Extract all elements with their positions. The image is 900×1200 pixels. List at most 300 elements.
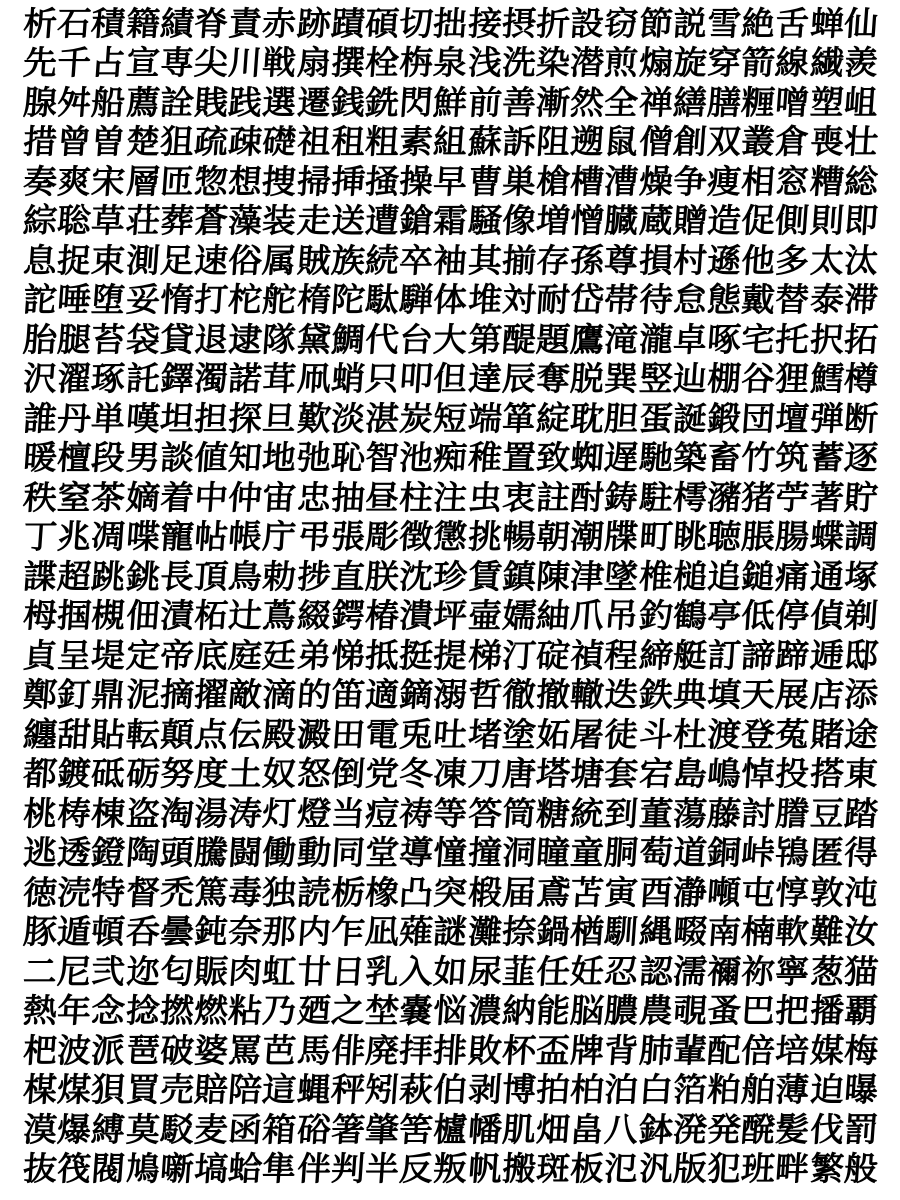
kanji-glyph: 繁 <box>808 1149 846 1189</box>
kanji-glyph: 袋 <box>124 319 161 359</box>
kanji-glyph: 総 <box>842 161 880 201</box>
kanji-glyph: 淘 <box>158 793 196 833</box>
kanji-glyph: 粕 <box>705 1070 743 1110</box>
kanji-glyph: 竪 <box>637 359 675 399</box>
kanji-glyph: 牌 <box>569 1030 606 1070</box>
kanji-glyph: 答 <box>466 793 503 833</box>
kanji-glyph: 争 <box>671 161 709 201</box>
kanji-glyph: 椿 <box>363 596 401 636</box>
kanji-glyph: 投 <box>774 754 811 794</box>
kanji-glyph: 扇 <box>295 43 332 83</box>
kanji-glyph: 諾 <box>227 359 264 399</box>
kanji-glyph: 乃 <box>261 991 298 1031</box>
kanji-glyph: 達 <box>466 359 503 399</box>
kanji-glyph: 迭 <box>603 675 640 715</box>
kanji-glyph: 帝 <box>158 635 196 675</box>
kanji-glyph: 村 <box>671 240 709 280</box>
kanji-glyph: 等 <box>432 793 469 833</box>
kanji-glyph: 倒 <box>329 754 367 794</box>
glyph-row <box>23 676 878 716</box>
kanji-glyph: 峠 <box>740 833 777 873</box>
kanji-glyph: 善 <box>500 82 538 122</box>
kanji-glyph: 詑 <box>21 280 59 320</box>
kanji-glyph: 稚 <box>466 438 503 478</box>
kanji-glyph: 匝 <box>158 161 196 201</box>
glyph-row <box>23 794 878 834</box>
kanji-glyph: 豆 <box>808 793 846 833</box>
kanji-glyph: 薦 <box>124 82 161 122</box>
kanji-glyph: 値 <box>192 438 230 478</box>
kanji-glyph: 舌 <box>774 3 811 43</box>
kanji-glyph: 納 <box>500 991 538 1031</box>
kanji-glyph: 縛 <box>90 1109 127 1149</box>
kanji-glyph: 奴 <box>261 754 298 794</box>
kanji-glyph: 潮 <box>569 517 606 557</box>
kanji-glyph: 痩 <box>705 161 743 201</box>
kanji-glyph: 碩 <box>363 3 401 43</box>
kanji-glyph: 楚 <box>124 122 161 162</box>
kanji-glyph: 辻 <box>227 596 264 636</box>
kanji-glyph: 帯 <box>603 280 640 320</box>
kanji-glyph: 塑 <box>808 82 846 122</box>
glyph-row <box>23 1150 878 1190</box>
kanji-glyph: 溌 <box>671 1109 709 1149</box>
kanji-glyph: 践 <box>227 82 264 122</box>
kanji-glyph: 寧 <box>774 951 811 991</box>
kanji-glyph: 霜 <box>432 201 469 241</box>
kanji-glyph: 毒 <box>227 872 264 912</box>
kanji-glyph: 操 <box>398 161 435 201</box>
kanji-glyph: 巽 <box>603 359 640 399</box>
kanji-glyph: 脱 <box>569 359 606 399</box>
kanji-glyph: 鍛 <box>705 398 743 438</box>
kanji-glyph: 着 <box>158 477 196 517</box>
kanji-glyph: 脊 <box>192 3 230 43</box>
kanji-glyph: 吐 <box>432 714 469 754</box>
kanji-glyph: 惣 <box>192 161 230 201</box>
kanji-glyph: 置 <box>500 438 538 478</box>
kanji-glyph: 逓 <box>808 635 846 675</box>
kanji-glyph: 特 <box>90 872 127 912</box>
kanji-glyph: 芭 <box>261 1030 298 1070</box>
kanji-glyph: 梼 <box>56 793 93 833</box>
kanji-glyph: 倍 <box>740 1030 777 1070</box>
kanji-glyph: 謄 <box>774 793 811 833</box>
kanji-glyph: 淡 <box>329 398 367 438</box>
kanji-glyph: 唾 <box>56 280 93 320</box>
kanji-glyph: 汎 <box>637 1149 675 1189</box>
kanji-glyph: 隊 <box>261 319 298 359</box>
glyph-row <box>23 755 878 795</box>
kanji-glyph: 盃 <box>534 1030 572 1070</box>
kanji-glyph: 畑 <box>534 1109 572 1149</box>
kanji-glyph: 滞 <box>842 280 880 320</box>
kanji-glyph: 播 <box>808 991 846 1031</box>
kanji-glyph: 牒 <box>603 517 640 557</box>
kanji-glyph: 摂 <box>500 3 538 43</box>
kanji-glyph: 反 <box>398 1149 435 1189</box>
kanji-glyph: 鳩 <box>124 1149 161 1189</box>
kanji-glyph: 胎 <box>21 319 59 359</box>
kanji-glyph: 煽 <box>637 43 675 83</box>
kanji-glyph: 鎮 <box>500 556 538 596</box>
kanji-glyph: 爽 <box>56 161 93 201</box>
kanji-glyph: 猪 <box>740 477 777 517</box>
kanji-glyph: 椴 <box>466 872 503 912</box>
kanji-glyph: 探 <box>227 398 264 438</box>
glyph-row <box>23 4 878 44</box>
kanji-glyph: 軟 <box>774 912 811 952</box>
kanji-glyph: 脳 <box>569 991 606 1031</box>
kanji-glyph: 配 <box>705 1030 743 1070</box>
kanji-glyph: 誕 <box>671 398 709 438</box>
kanji-glyph: 丁 <box>21 517 59 557</box>
kanji-glyph: 築 <box>671 438 709 478</box>
kanji-glyph: 挿 <box>329 161 367 201</box>
kanji-glyph: 杜 <box>671 714 709 754</box>
kanji-glyph: 曝 <box>842 1070 880 1110</box>
kanji-glyph: 祖 <box>295 122 332 162</box>
kanji-glyph: 闘 <box>227 833 264 873</box>
kanji-glyph: 著 <box>808 477 846 517</box>
kanji-glyph: 廷 <box>261 635 298 675</box>
kanji-glyph: 致 <box>534 438 572 478</box>
kanji-glyph: 逐 <box>842 438 880 478</box>
kanji-glyph: 帳 <box>227 517 264 557</box>
kanji-glyph: 川 <box>227 43 264 83</box>
kanji-glyph: 宣 <box>124 43 161 83</box>
kanji-glyph: 屯 <box>740 872 777 912</box>
kanji-glyph: 廼 <box>295 991 332 1031</box>
kanji-glyph: 塘 <box>569 754 606 794</box>
kanji-glyph: 那 <box>261 912 298 952</box>
kanji-glyph: 庁 <box>261 517 298 557</box>
kanji-glyph: 組 <box>432 122 469 162</box>
kanji-glyph: 妥 <box>124 280 161 320</box>
kanji-glyph: 藤 <box>705 793 743 833</box>
kanji-glyph: 禅 <box>637 82 675 122</box>
kanji-glyph: 馴 <box>603 912 640 952</box>
kanji-glyph: 柘 <box>192 596 230 636</box>
glyph-row <box>23 320 878 360</box>
kanji-glyph: 彫 <box>363 517 401 557</box>
kanji-glyph: 敗 <box>466 1030 503 1070</box>
kanji-glyph: 瀧 <box>637 319 675 359</box>
kanji-glyph: 漬 <box>158 596 196 636</box>
kanji-glyph: 日 <box>329 951 367 991</box>
glyph-row <box>23 913 878 953</box>
kanji-glyph: 乍 <box>329 912 367 952</box>
kanji-glyph: 退 <box>192 319 230 359</box>
kanji-glyph: 栓 <box>363 43 401 83</box>
kanji-glyph: 単 <box>90 398 127 438</box>
kanji-glyph: 紬 <box>534 596 572 636</box>
kanji-glyph: 像 <box>500 201 538 241</box>
kanji-glyph: 耐 <box>534 280 572 320</box>
kanji-glyph: 農 <box>637 991 675 1031</box>
kanji-glyph: 注 <box>432 477 469 517</box>
kanji-glyph: 罵 <box>227 1030 264 1070</box>
kanji-glyph: 登 <box>740 714 777 754</box>
kanji-glyph: 陶 <box>124 833 161 873</box>
kanji-glyph: 殿 <box>261 714 298 754</box>
kanji-glyph: 討 <box>740 793 777 833</box>
kanji-glyph: 剥 <box>466 1070 503 1110</box>
kanji-glyph: 梯 <box>466 635 503 675</box>
kanji-glyph: 徳 <box>21 872 59 912</box>
kanji-glyph: 邸 <box>842 635 880 675</box>
kanji-glyph: 凍 <box>432 754 469 794</box>
kanji-glyph: 珍 <box>432 556 469 596</box>
kanji-glyph: 砺 <box>124 754 161 794</box>
kanji-glyph: 底 <box>192 635 230 675</box>
kanji-glyph: 菟 <box>774 714 811 754</box>
kanji-glyph: 捗 <box>295 556 332 596</box>
kanji-glyph: 賑 <box>192 951 230 991</box>
kanji-glyph: 題 <box>534 319 572 359</box>
kanji-glyph: 続 <box>363 240 401 280</box>
kanji-glyph: 雪 <box>705 3 743 43</box>
kanji-glyph: 拍 <box>534 1070 572 1110</box>
kanji-glyph: 鄭 <box>21 675 59 715</box>
kanji-glyph: 蛤 <box>227 1149 264 1189</box>
kanji-glyph: 秤 <box>329 1070 367 1110</box>
kanji-glyph: 凋 <box>90 517 127 557</box>
kanji-glyph: 栂 <box>21 596 59 636</box>
kanji-glyph: 租 <box>329 122 367 162</box>
kanji-glyph: 凸 <box>398 872 435 912</box>
kanji-glyph: 繕 <box>671 82 709 122</box>
kanji-glyph: 拝 <box>398 1030 435 1070</box>
kanji-glyph: 槻 <box>90 596 127 636</box>
kanji-glyph: 南 <box>705 912 743 952</box>
kanji-glyph: 筑 <box>774 438 811 478</box>
kanji-glyph: 諜 <box>21 556 59 596</box>
kanji-glyph: 設 <box>569 3 606 43</box>
kanji-glyph: 努 <box>158 754 196 794</box>
kanji-glyph: 葱 <box>808 951 846 991</box>
kanji-glyph: 瀦 <box>705 477 743 517</box>
kanji-glyph: 韮 <box>500 951 538 991</box>
kanji-glyph: 棟 <box>90 793 127 833</box>
kanji-glyph: 噸 <box>705 872 743 912</box>
kanji-glyph: 智 <box>363 438 401 478</box>
kanji-glyph: 乳 <box>363 951 401 991</box>
kanji-glyph: 蔦 <box>261 596 298 636</box>
kanji-glyph: 膿 <box>603 991 640 1031</box>
kanji-specimen-grid <box>23 4 878 1189</box>
kanji-glyph: 覗 <box>671 991 709 1031</box>
kanji-glyph: 町 <box>637 517 675 557</box>
kanji-glyph: 直 <box>329 556 367 596</box>
kanji-glyph: 泊 <box>603 1070 640 1110</box>
kanji-glyph: 坦 <box>158 398 196 438</box>
kanji-glyph: 筒 <box>500 793 538 833</box>
kanji-glyph: 版 <box>671 1149 709 1189</box>
kanji-glyph: 糟 <box>808 161 846 201</box>
kanji-glyph: 桃 <box>21 793 59 833</box>
kanji-glyph: 疏 <box>192 122 230 162</box>
kanji-glyph: 接 <box>466 3 503 43</box>
kanji-glyph: 粗 <box>363 122 401 162</box>
kanji-glyph: 積 <box>90 3 127 43</box>
kanji-glyph: 祷 <box>398 793 435 833</box>
kanji-glyph: 石 <box>56 3 93 43</box>
kanji-glyph: 禎 <box>569 635 606 675</box>
kanji-glyph: 白 <box>637 1070 675 1110</box>
kanji-glyph: 宅 <box>740 319 777 359</box>
kanji-glyph: 鎚 <box>740 556 777 596</box>
kanji-glyph: 折 <box>534 3 572 43</box>
kanji-glyph: 切 <box>398 3 435 43</box>
kanji-glyph: 鍔 <box>329 596 367 636</box>
kanji-glyph: 幡 <box>466 1109 503 1149</box>
kanji-glyph: 董 <box>637 793 675 833</box>
kanji-glyph: 丹 <box>56 398 93 438</box>
kanji-glyph: 煎 <box>603 43 640 83</box>
kanji-glyph: 督 <box>124 872 161 912</box>
kanji-glyph: 宋 <box>90 161 127 201</box>
kanji-glyph: 陀 <box>329 280 367 320</box>
kanji-glyph: 偵 <box>808 596 846 636</box>
kanji-glyph: 泉 <box>432 43 469 83</box>
kanji-glyph: 素 <box>398 122 435 162</box>
kanji-glyph: 摘 <box>158 675 196 715</box>
kanji-glyph: 調 <box>842 517 880 557</box>
kanji-glyph: 漕 <box>603 161 640 201</box>
kanji-glyph: 賎 <box>192 82 230 122</box>
kanji-glyph: 届 <box>500 872 538 912</box>
kanji-glyph: 鋳 <box>603 477 640 517</box>
kanji-glyph: 綻 <box>534 398 572 438</box>
kanji-glyph: 得 <box>842 833 880 873</box>
kanji-glyph: 釘 <box>56 675 93 715</box>
kanji-glyph: 脹 <box>740 517 777 557</box>
kanji-glyph: 鍋 <box>534 912 572 952</box>
kanji-glyph: 艇 <box>671 635 709 675</box>
kanji-glyph: 絶 <box>740 3 777 43</box>
kanji-glyph: 大 <box>432 319 469 359</box>
kanji-glyph: 荘 <box>124 201 161 241</box>
kanji-glyph: 八 <box>603 1109 640 1149</box>
kanji-glyph: 側 <box>774 201 811 241</box>
kanji-glyph: 弟 <box>295 635 332 675</box>
kanji-glyph: 砥 <box>90 754 127 794</box>
kanji-glyph: 増 <box>534 201 572 241</box>
kanji-glyph: 畷 <box>671 912 709 952</box>
kanji-glyph: 銭 <box>329 82 367 122</box>
kanji-glyph: 打 <box>192 280 230 320</box>
kanji-glyph: 棚 <box>705 359 743 399</box>
kanji-glyph: 覇 <box>842 991 880 1031</box>
kanji-glyph: 度 <box>192 754 230 794</box>
kanji-glyph: 髪 <box>774 1109 811 1149</box>
kanji-glyph: 兎 <box>398 714 435 754</box>
kanji-glyph: 壮 <box>842 122 880 162</box>
kanji-glyph: 撤 <box>534 675 572 715</box>
kanji-glyph: 閃 <box>398 82 435 122</box>
kanji-glyph: 礎 <box>261 122 298 162</box>
kanji-glyph: 蓄 <box>808 438 846 478</box>
kanji-glyph: 奈 <box>227 912 264 952</box>
kanji-glyph: 這 <box>261 1070 298 1110</box>
kanji-glyph: 到 <box>603 793 640 833</box>
kanji-glyph: 糎 <box>740 82 777 122</box>
kanji-glyph: 腸 <box>774 517 811 557</box>
kanji-glyph: 柏 <box>569 1070 606 1110</box>
kanji-glyph: 爪 <box>569 596 606 636</box>
kanji-glyph: 埜 <box>363 991 401 1031</box>
kanji-glyph: 買 <box>124 1070 161 1110</box>
kanji-glyph: 苧 <box>774 477 811 517</box>
kanji-glyph: 狸 <box>774 359 811 399</box>
kanji-glyph: 狽 <box>90 1070 127 1110</box>
kanji-glyph: 創 <box>671 122 709 162</box>
kanji-glyph: 千 <box>56 43 93 83</box>
kanji-glyph: 曾 <box>56 122 93 162</box>
kanji-glyph: 凪 <box>363 912 401 952</box>
kanji-glyph: 梅 <box>842 1030 880 1070</box>
kanji-glyph: 胴 <box>603 833 640 873</box>
kanji-glyph: 挺 <box>398 635 435 675</box>
kanji-glyph: 藻 <box>227 201 264 241</box>
kanji-glyph: 適 <box>363 675 401 715</box>
kanji-glyph: 涛 <box>227 793 264 833</box>
kanji-glyph: 滝 <box>603 319 640 359</box>
kanji-glyph: 導 <box>398 833 435 873</box>
kanji-glyph: 能 <box>534 991 572 1031</box>
kanji-glyph: 鯛 <box>329 319 367 359</box>
kanji-glyph: 櫨 <box>432 1109 469 1149</box>
kanji-glyph: 田 <box>329 714 367 754</box>
kanji-glyph: 敵 <box>227 675 264 715</box>
kanji-glyph: 灯 <box>261 793 298 833</box>
kanji-glyph: 鷹 <box>569 319 606 359</box>
kanji-glyph: 阻 <box>534 122 572 162</box>
kanji-glyph: 騨 <box>398 280 435 320</box>
kanji-glyph: 灘 <box>466 912 503 952</box>
kanji-glyph: 楢 <box>569 912 606 952</box>
kanji-glyph: 狙 <box>158 122 196 162</box>
kanji-glyph: 嫡 <box>124 477 161 517</box>
kanji-glyph: 匂 <box>158 951 196 991</box>
kanji-glyph: 逮 <box>227 319 264 359</box>
kanji-glyph: 汀 <box>500 635 538 675</box>
kanji-glyph: 惰 <box>158 280 196 320</box>
kanji-glyph: 締 <box>637 635 675 675</box>
kanji-glyph: 伯 <box>432 1070 469 1110</box>
glyph-row <box>23 478 878 518</box>
kanji-glyph: 肉 <box>227 951 264 991</box>
kanji-glyph: 痘 <box>363 793 401 833</box>
kanji-glyph: 蜘 <box>569 438 606 478</box>
kanji-glyph: 遡 <box>569 122 606 162</box>
kanji-glyph: 独 <box>261 872 298 912</box>
kanji-glyph: 擢 <box>192 675 230 715</box>
kanji-glyph: 聴 <box>705 517 743 557</box>
kanji-glyph: 箱 <box>261 1109 298 1149</box>
kanji-glyph: 託 <box>124 359 161 399</box>
kanji-glyph: 苔 <box>90 319 127 359</box>
kanji-glyph: 噌 <box>774 82 811 122</box>
kanji-glyph: 曹 <box>466 161 503 201</box>
kanji-glyph: 突 <box>432 872 469 912</box>
kanji-glyph: 杷 <box>21 1030 59 1070</box>
kanji-glyph: 槽 <box>569 161 606 201</box>
kanji-glyph: 蕩 <box>671 793 709 833</box>
kanji-glyph: 的 <box>295 675 332 715</box>
kanji-glyph: 耽 <box>569 398 606 438</box>
